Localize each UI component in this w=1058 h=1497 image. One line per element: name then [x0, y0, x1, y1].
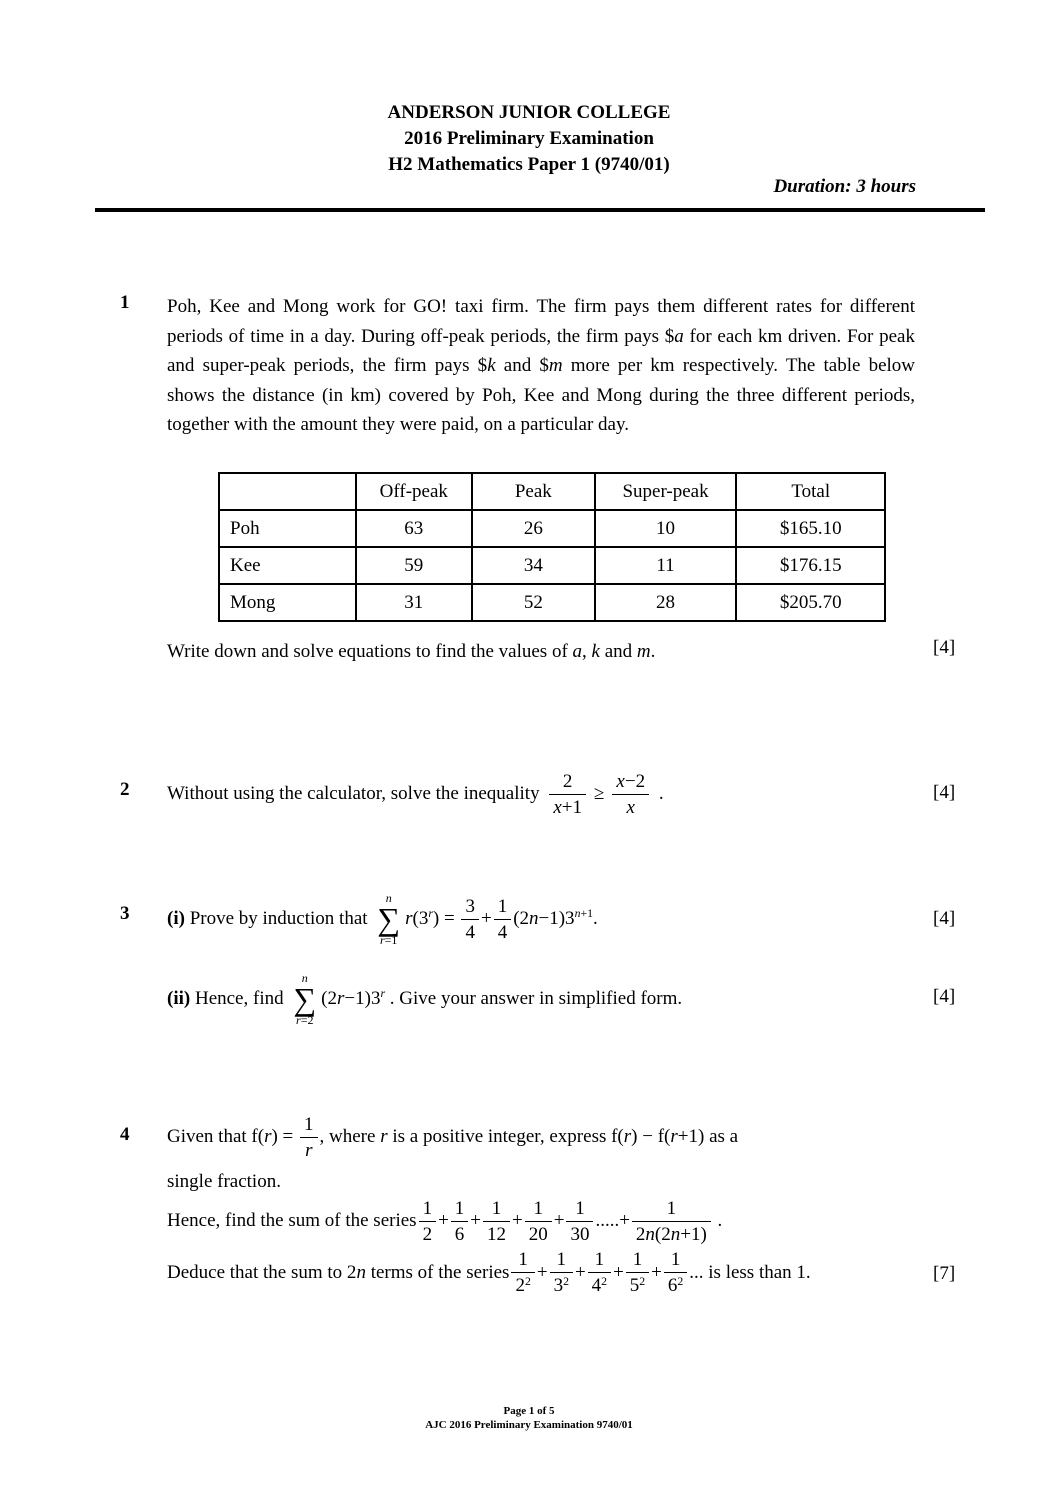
q3ii-expression: $(2r-1)3^r$ — [321, 987, 386, 1009]
series-term — [588, 1247, 611, 1300]
q3ii-tail: . Give your answer in simplified form. — [389, 987, 683, 1009]
plus-operator: + — [438, 1209, 449, 1231]
q4-line2: single fraction. — [167, 1171, 281, 1192]
plus-operator: + — [619, 1209, 630, 1231]
q1-number: 1 — [120, 292, 130, 313]
q3ii-lead: Hence, find — [194, 987, 284, 1009]
plus-operator: + — [470, 1209, 481, 1231]
footer-page-number: Page 1 of 5 — [503, 1405, 555, 1417]
fraction-denominator: 6 — [454, 1224, 465, 1245]
ellipsis-dots: ... — [689, 1261, 704, 1283]
q3i-expression: $r(3^r)$ = — [405, 907, 460, 929]
fraction-numerator: 1 — [419, 1196, 437, 1222]
school-name: ANDERSON JUNIOR COLLEGE — [387, 102, 671, 123]
plus-operator: + — [574, 1261, 586, 1283]
fraction-denominator: $4^2$ — [591, 1274, 608, 1296]
q1-prompt: Write down and solve equations to find the values of a, k and m. — [167, 641, 656, 662]
q1-poh-peak: 26 — [472, 510, 595, 547]
page-footer — [0, 1404, 1058, 1432]
exam-title: 2016 Preliminary Examination — [404, 128, 654, 149]
q2-line — [167, 769, 947, 820]
fraction-numerator: 1 — [451, 1196, 469, 1222]
fraction-denominator: 4 — [497, 922, 508, 943]
q2-fraction-left — [549, 769, 586, 820]
q4-fraction-one-over-r — [300, 1112, 318, 1163]
q1-poh-offpeak: 63 — [356, 510, 473, 547]
paper-title: H2 Mathematics Paper 1 (9740/01) — [388, 154, 670, 175]
q1-mong-total: $205.70 — [736, 584, 885, 621]
q1-text: Poh, Kee and Mong work for GO! taxi firm. The firm pays them different rates for different periods of time in a day. During off-peak periods, the firm pays $a for each km driven. For peak and super-peak periods, the firm pays $k and $m more per km respectively. The table below shows the distance (in km) covered by Poh, Kee and Mong during the three different periods, together with the amount they were paid, on a particular day. — [167, 296, 915, 435]
q1-mong-offpeak: 31 — [356, 584, 473, 621]
ellipsis-dots: ..... — [595, 1209, 620, 1231]
q1-table-row-kee — [219, 547, 885, 584]
fraction-denominator: x+1 — [553, 797, 582, 818]
summation-symbol — [377, 892, 400, 947]
q1-table-header-offpeak: Off-peak — [356, 473, 473, 510]
q1-table-row-mong — [219, 584, 885, 621]
q3-number: 3 — [120, 903, 130, 924]
q1-table-header-peak: Peak — [472, 473, 595, 510]
q1-row-poh-name: Poh — [219, 510, 356, 547]
series-term — [451, 1196, 469, 1247]
q2-marks: [4] — [933, 782, 956, 803]
q4-series1-line — [167, 1196, 957, 1247]
series-term — [483, 1196, 510, 1247]
fraction-numerator: x−2 — [612, 769, 649, 795]
fraction-denominator: x — [626, 797, 635, 818]
q4-marks: [7] — [933, 1263, 956, 1284]
q1-mong-superpeak: 28 — [595, 584, 737, 621]
q4-series2-line — [167, 1247, 957, 1300]
q3ii-marks: [4] — [933, 986, 956, 1007]
footer-exam-label: AJC 2016 Preliminary Examination 9740/01 — [425, 1419, 633, 1431]
q1-marks: [4] — [933, 637, 956, 658]
q4-number: 4 — [120, 1124, 130, 1145]
plus-operator: + — [651, 1261, 662, 1283]
q3i-expression-tail: $(2n-1)3^{n+1}$. — [513, 907, 598, 929]
q1-kee-superpeak: 11 — [595, 547, 737, 584]
q2-fraction-right — [612, 769, 649, 820]
q3ii-line — [167, 972, 947, 1027]
q1-table-row-poh — [219, 510, 885, 547]
series-term — [664, 1247, 687, 1300]
summation-upper-limit: n — [301, 971, 308, 985]
q3i-fraction-three-quarters — [461, 894, 479, 945]
summation-lower-limit: r=1 — [379, 933, 398, 947]
q1-table-header-superpeak: Super-peak — [595, 473, 737, 510]
fraction-denominator: 2n(2n+1) — [635, 1224, 707, 1245]
q3i-fraction-one-quarter — [494, 894, 512, 945]
q1-row-kee-name: Kee — [219, 547, 356, 584]
fraction-denominator: $6^2$ — [667, 1274, 684, 1296]
q4-line1-pre: Given that f(r) = — [167, 1125, 299, 1147]
summation-upper-limit: n — [385, 891, 392, 905]
q1-kee-total: $176.15 — [736, 547, 885, 584]
fraction-numerator: 1 — [525, 1196, 552, 1222]
fraction-numerator: 1 — [550, 1247, 573, 1273]
series-term — [550, 1247, 573, 1300]
q1-mong-peak: 52 — [472, 584, 595, 621]
fraction-numerator: 1 — [511, 1247, 534, 1273]
series-term — [419, 1196, 437, 1247]
q4-line1 — [167, 1112, 957, 1163]
fraction-numerator: 3 — [461, 894, 479, 920]
fraction-denominator: 12 — [487, 1224, 506, 1245]
q2-lead: Without using the calculator, solve the inequality — [167, 782, 540, 804]
exam-header — [0, 100, 1058, 178]
plus-operator: + — [536, 1261, 548, 1283]
sigma-icon: ∑ — [377, 901, 401, 937]
fraction-numerator: 1 — [566, 1196, 593, 1222]
fraction-numerator: 1 — [632, 1196, 711, 1222]
q4-line1-post: , where r is a positive integer, express f(r) − f(r+1) as a — [319, 1125, 739, 1147]
fraction-denominator: r — [305, 1140, 313, 1161]
q4-series1-lead: Hence, find the sum of the series — [167, 1209, 417, 1231]
fraction-denominator: $3^2$ — [553, 1274, 569, 1296]
q3i-label: (i) — [167, 907, 185, 929]
fraction-numerator: 1 — [494, 894, 512, 920]
q4-series1-period: . — [717, 1209, 723, 1231]
fraction-numerator: 1 — [300, 1112, 318, 1138]
fraction-numerator: 1 — [483, 1196, 510, 1222]
q1-table-header-row — [219, 473, 885, 510]
plus-operator: + — [480, 907, 492, 929]
q1-table — [218, 472, 886, 622]
fraction-denominator: $2^2$ — [515, 1274, 531, 1296]
q4-series2-lead: Deduce that the sum to 2n terms of the series — [167, 1261, 510, 1283]
q2-period: . — [658, 782, 664, 804]
q1-poh-superpeak: 10 — [595, 510, 737, 547]
fraction-numerator: 2 — [549, 769, 586, 795]
q1-table-header-total: Total — [736, 473, 885, 510]
summation-lower-limit: r=2 — [296, 1013, 314, 1027]
q4-series2-tail: is less than 1. — [708, 1261, 811, 1283]
sigma-icon: ∑ — [293, 981, 317, 1017]
fraction-denominator: 20 — [528, 1224, 548, 1245]
q3i-marks: [4] — [933, 908, 956, 929]
q1-kee-peak: 34 — [472, 547, 595, 584]
fraction-denominator: 4 — [465, 922, 475, 943]
series-term — [511, 1247, 534, 1300]
fraction-denominator: 30 — [570, 1224, 590, 1245]
fraction-numerator: 1 — [588, 1247, 611, 1273]
fraction-numerator: 1 — [626, 1247, 649, 1273]
q3i-lead: Prove by induction that — [189, 907, 368, 929]
plus-operator: + — [613, 1261, 624, 1283]
fraction-numerator: 1 — [664, 1247, 687, 1273]
q1-poh-total: $165.10 — [736, 510, 885, 547]
summation-symbol — [293, 972, 316, 1027]
series-last-term — [632, 1196, 711, 1247]
header-divider — [95, 208, 985, 212]
q1-kee-offpeak: 59 — [356, 547, 473, 584]
q1-row-mong-name: Mong — [219, 584, 356, 621]
plus-operator: + — [553, 1209, 565, 1231]
fraction-denominator: $5^2$ — [629, 1274, 646, 1296]
series-term — [626, 1247, 649, 1300]
q1-table-header-blank — [219, 473, 356, 510]
series-term — [566, 1196, 593, 1247]
series-term — [525, 1196, 552, 1247]
duration-label: Duration: 3 hours — [773, 176, 916, 197]
q4-block — [167, 1112, 957, 1300]
q3i-line — [167, 892, 947, 947]
q2-number: 2 — [120, 779, 130, 800]
q3ii-label: (ii) — [167, 987, 191, 1009]
geq-operator: ≥ — [593, 782, 605, 804]
plus-operator: + — [512, 1209, 523, 1231]
fraction-denominator: 2 — [422, 1224, 433, 1245]
